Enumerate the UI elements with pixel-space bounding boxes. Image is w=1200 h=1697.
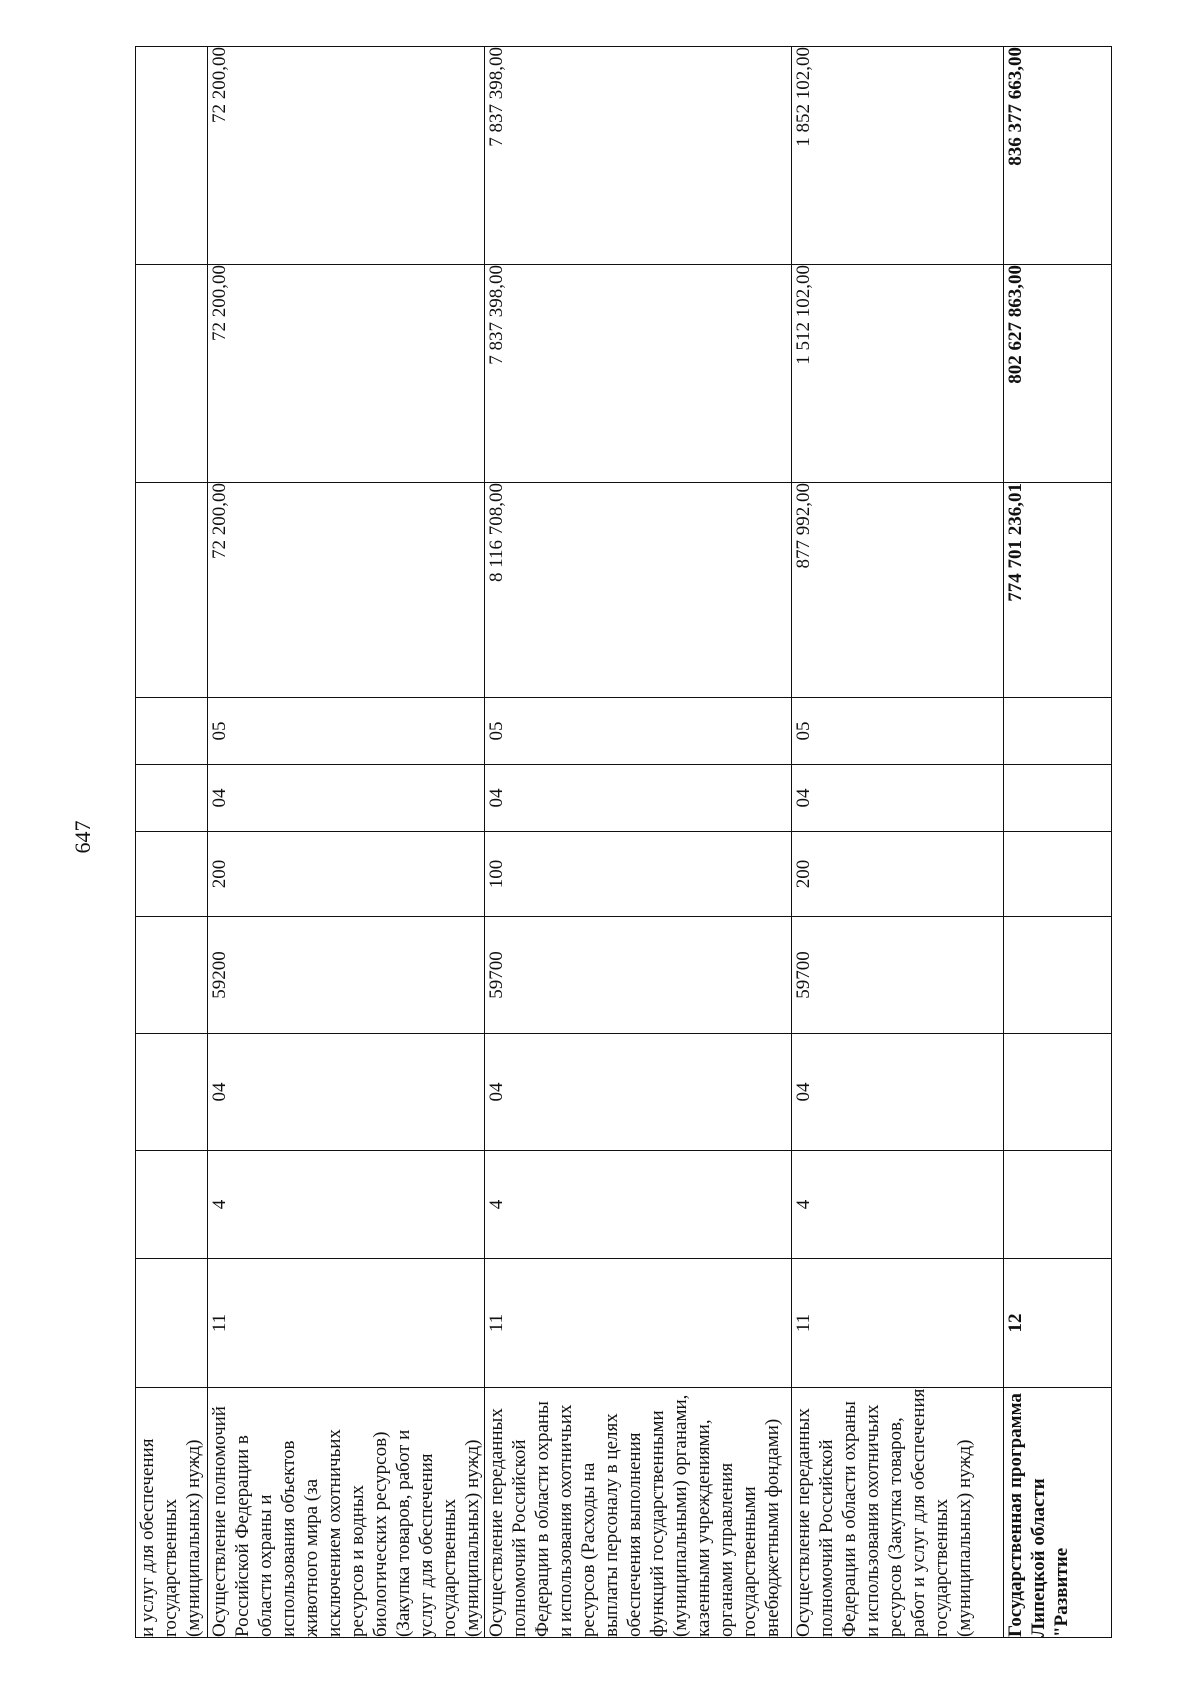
cell-subprogram: 4: [792, 1151, 1004, 1259]
cell-subprogram: 4: [485, 1151, 792, 1259]
cell-amount-year2: 802 627 863,00: [1004, 265, 1112, 483]
cell-amount-year2: 7 837 398,00: [485, 265, 792, 483]
cell-section: 04: [485, 765, 792, 832]
cell-main-event: [1004, 1034, 1112, 1151]
cell-program: 11: [792, 1259, 1004, 1388]
cell-expense-type: 100: [485, 832, 792, 917]
cell-direction: 59200: [208, 917, 485, 1034]
cell-direction: [1004, 917, 1112, 1034]
cell-amount-year2: 1 512 102,00: [792, 265, 1004, 483]
cell-amount-year1: 774 701 236,01: [1004, 483, 1112, 698]
budget-table: [135, 46, 1112, 1638]
cell-subsection: 05: [208, 698, 485, 765]
cell-amount-year1: 8 116 708,00: [485, 483, 792, 698]
cell-main-event: 04: [208, 1034, 485, 1151]
row-description: Государственная программа Липецкой области "Развитие: [1004, 1388, 1112, 1638]
budget-table-container: [135, 47, 1095, 1638]
row-description: Осуществление переданных полномочий Российской Федерации в области охраны и использования охотничьих ресурсов (Расходы на выплаты персоналу в целях обеспечения выполнения функций государственными (муниципальными) органами, казенными учреждениями, органами управления государственными внебюджетными фондами): [485, 1388, 792, 1638]
cell-expense-type: 200: [208, 832, 485, 917]
cell-amount-year2: 72 200,00: [208, 265, 485, 483]
cell-main-event: 04: [485, 1034, 792, 1151]
cell-main-event: 04: [792, 1034, 1004, 1151]
cell-direction: [136, 917, 208, 1034]
table-row: [792, 47, 1004, 1638]
cell-main-event: [136, 1034, 208, 1151]
cell-subprogram: [136, 1151, 208, 1259]
cell-subprogram: 4: [208, 1151, 485, 1259]
cell-section: [136, 765, 208, 832]
cell-section: [1004, 765, 1112, 832]
cell-amount-year3: 7 837 398,00: [485, 47, 792, 265]
row-description: Осуществление переданных полномочий Российской Федерации в области охраны и использования охотничьих ресурсов (Закупка товаров, работ и услуг для обеспечения государственных (муниципальных) нужд): [792, 1388, 1004, 1638]
cell-subprogram: [1004, 1151, 1112, 1259]
cell-program: 12: [1004, 1259, 1112, 1388]
cell-subsection: [1004, 698, 1112, 765]
cell-amount-year3: [136, 47, 208, 265]
cell-program: 11: [208, 1259, 485, 1388]
cell-amount-year1: 877 992,00: [792, 483, 1004, 698]
cell-amount-year3: 72 200,00: [208, 47, 485, 265]
cell-direction: 59700: [792, 917, 1004, 1034]
cell-expense-type: [1004, 832, 1112, 917]
cell-expense-type: 200: [792, 832, 1004, 917]
cell-section: 04: [792, 765, 1004, 832]
cell-amount-year3: 1 852 102,00: [792, 47, 1004, 265]
table-row: [136, 47, 208, 1638]
cell-amount-year2: [136, 265, 208, 483]
cell-amount-year3: 836 377 663,00: [1004, 47, 1112, 265]
cell-subsection: 05: [792, 698, 1004, 765]
table-row-program-total: [1004, 47, 1112, 1638]
cell-amount-year1: [136, 483, 208, 698]
cell-subsection: 05: [485, 698, 792, 765]
page-number: 647: [70, 820, 95, 854]
cell-expense-type: [136, 832, 208, 917]
cell-program: [136, 1259, 208, 1388]
row-description: и услуг для обеспечения государственных (муниципальных) нужд): [136, 1388, 208, 1638]
cell-subsection: [136, 698, 208, 765]
table-row: [485, 47, 792, 1638]
table-row: [208, 47, 485, 1638]
cell-amount-year1: 72 200,00: [208, 483, 485, 698]
cell-direction: 59700: [485, 917, 792, 1034]
cell-section: 04: [208, 765, 485, 832]
cell-program: 11: [485, 1259, 792, 1388]
row-description: Осуществление полномочий Российской Федерации в области охраны и использования объектов животного мира (за исключением охотничьих ресурсов и водных биологических ресурсов) (Закупка товаров, работ и услуг для обеспечения государственных (муниципальных) нужд): [208, 1388, 485, 1638]
